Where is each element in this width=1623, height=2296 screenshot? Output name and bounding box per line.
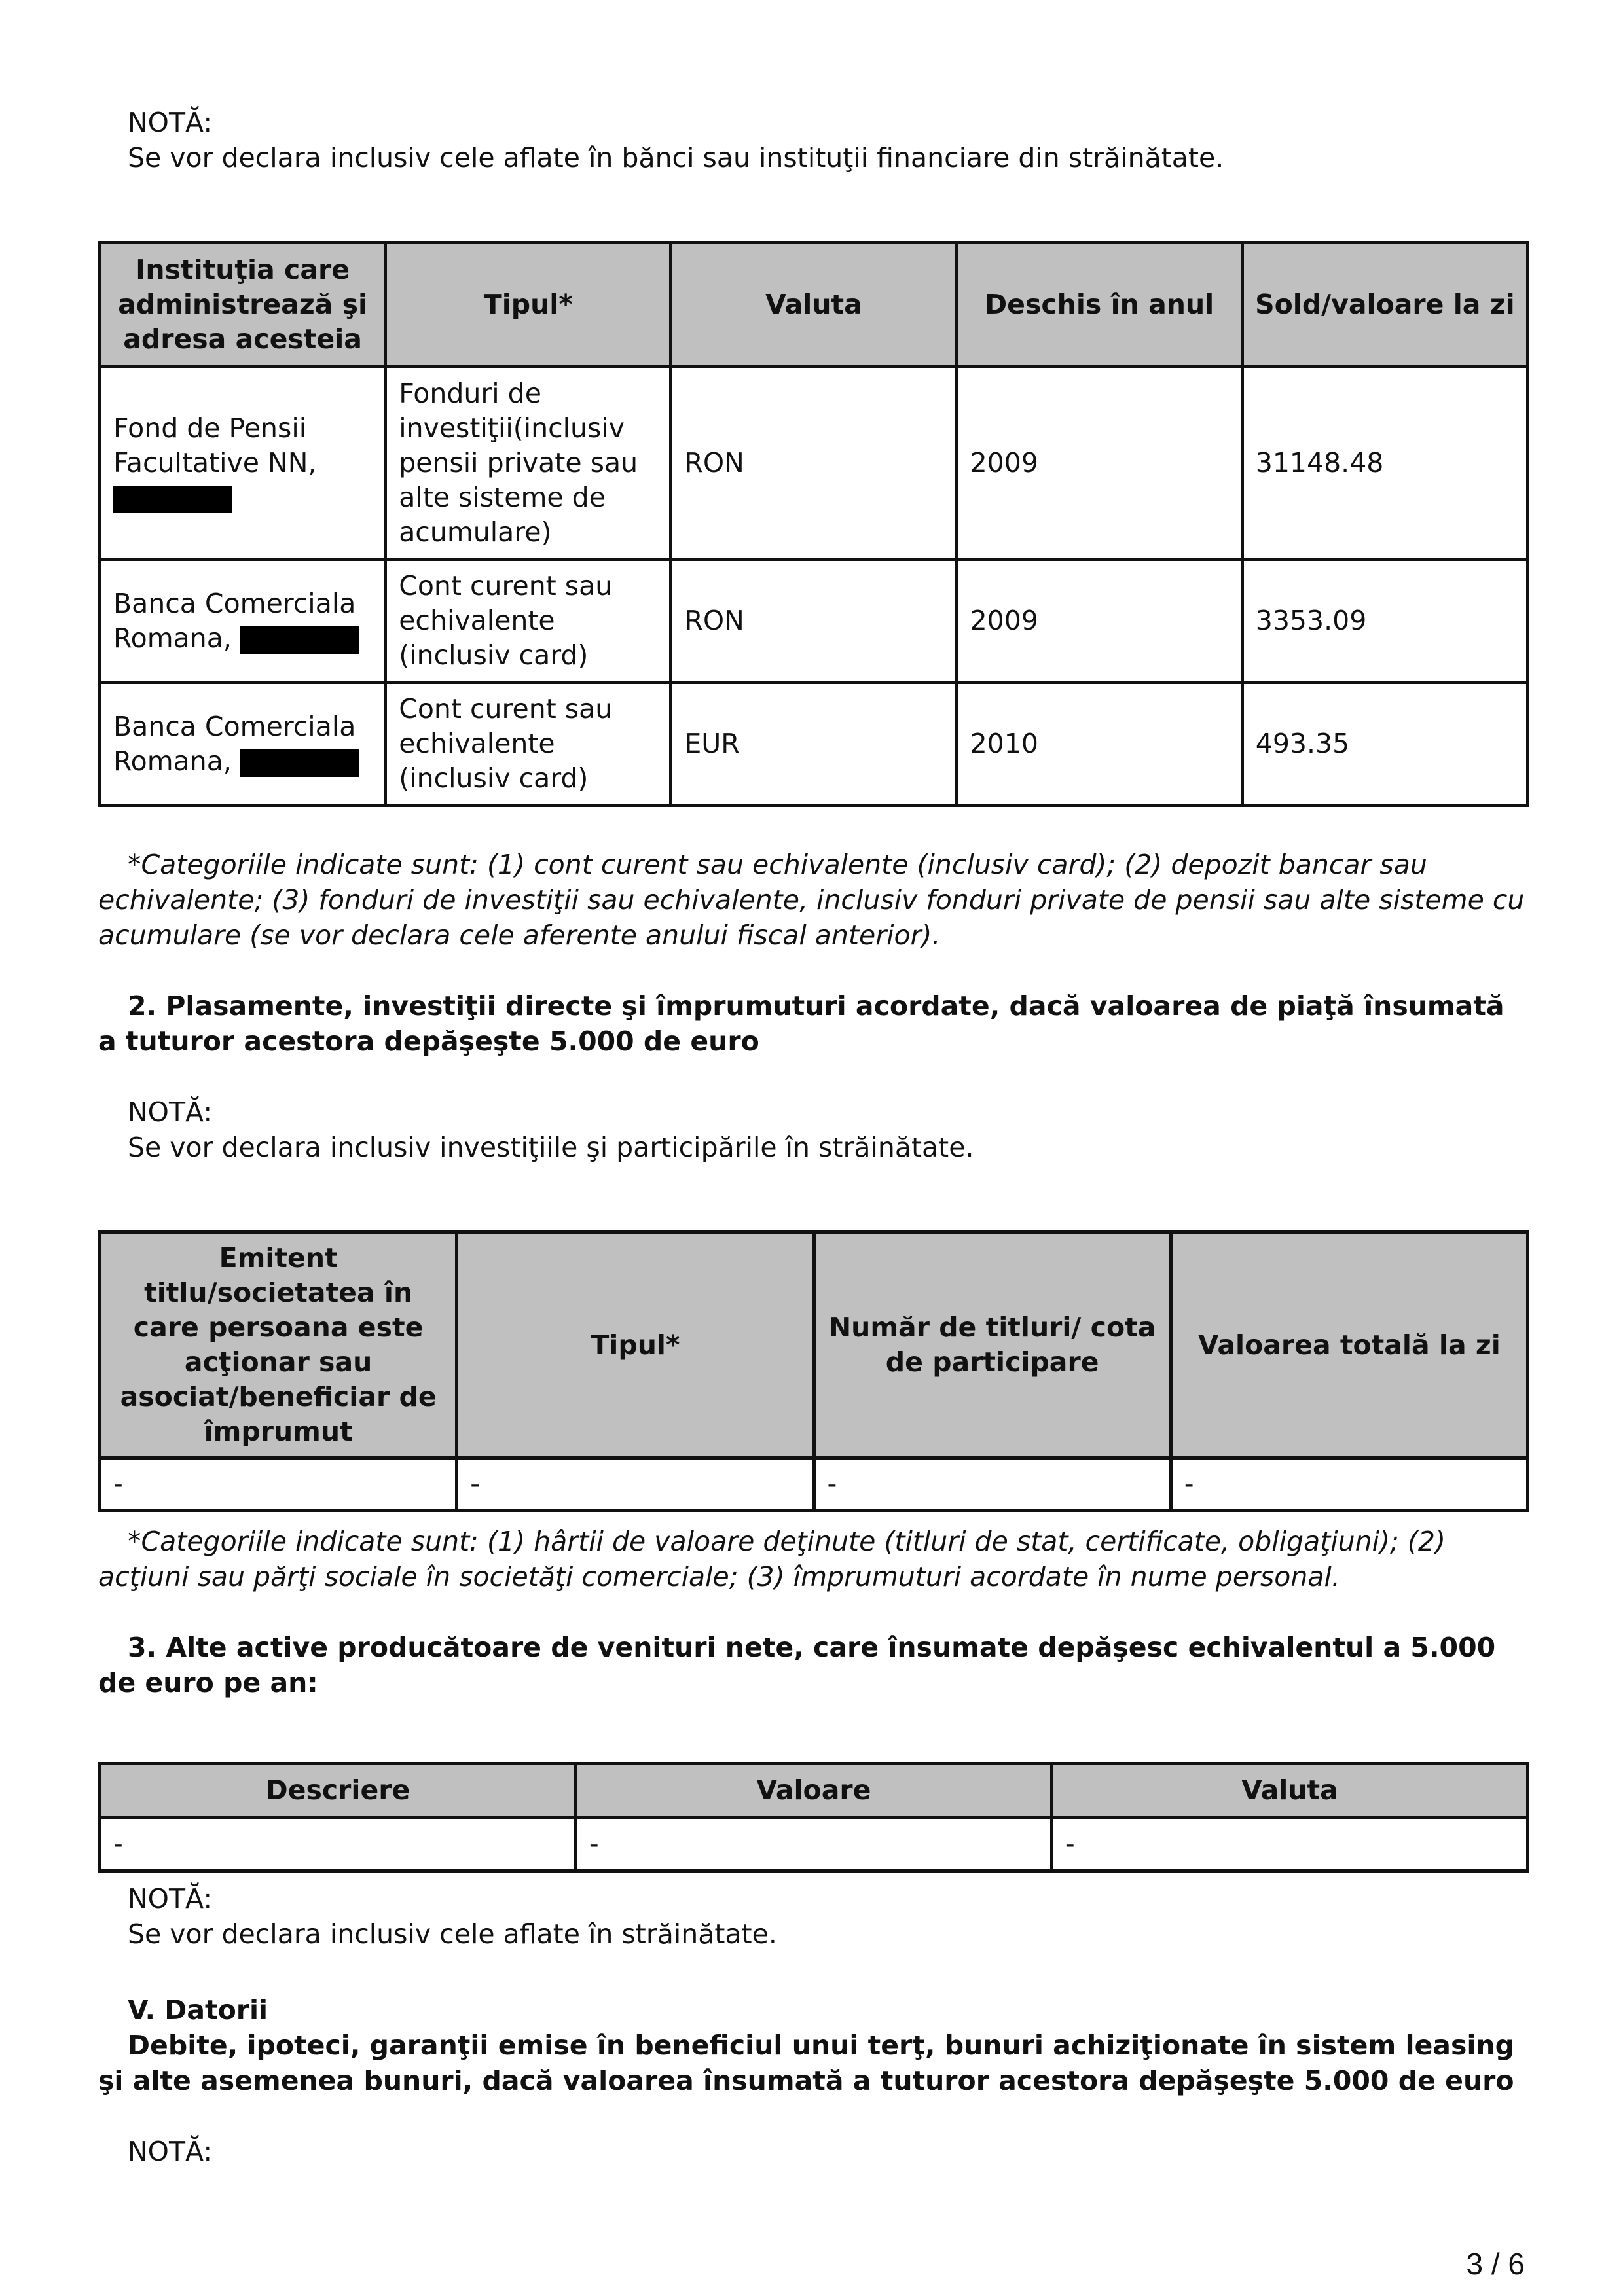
redaction-block bbox=[113, 486, 232, 513]
header-issuer: Emitent titlu/societatea în care persoana este acţionar sau asociat/beneficiar de împrumut bbox=[100, 1232, 457, 1458]
cell-type: Cont curent sau echivalente (inclusiv card) bbox=[386, 560, 671, 683]
cell-type: - bbox=[457, 1458, 814, 1511]
header-description: Descriere bbox=[100, 1764, 576, 1818]
note-text: Se vor declara inclusiv cele aflate în străinătate. bbox=[128, 1918, 777, 1950]
header-year: Deschis în anul bbox=[957, 243, 1242, 367]
header-total-value: Valoarea totală la zi bbox=[1171, 1232, 1527, 1458]
cell-value: - bbox=[575, 1818, 1051, 1871]
note-text: Se vor declara inclusiv investiţiile şi participările în străinătate. bbox=[128, 1132, 974, 1163]
section-2-heading: 2. Plasamente, investiţii directe şi împrumuturi acordate, dacă valoarea de piaţă însumată a tuturor acestora depăşeşte 5.000 de euro bbox=[98, 990, 1504, 1057]
header-type: Tipul* bbox=[457, 1232, 814, 1458]
note-label: NOTĂ: bbox=[128, 1096, 213, 1128]
table-header-row bbox=[100, 1232, 1528, 1458]
cell-currency: RON bbox=[671, 367, 957, 560]
cell-institution: Banca Comerciala Romana, bbox=[100, 560, 386, 683]
note-label: NOTĂ: bbox=[128, 2136, 213, 2167]
cell-balance: 3353.09 bbox=[1242, 560, 1527, 683]
header-balance: Sold/valoare la zi bbox=[1242, 243, 1527, 367]
cell-issuer: - bbox=[100, 1458, 457, 1511]
page-number: 3 / 6 bbox=[1466, 2247, 1525, 2281]
redaction-block bbox=[240, 626, 359, 654]
redaction-block bbox=[240, 749, 359, 777]
note-text: Se vor declara inclusiv cele aflate în bănci sau instituţii financiare din străinătate. bbox=[128, 142, 1224, 173]
header-institution: Instituţia care administrează şi adresa acesteia bbox=[100, 243, 386, 367]
note-block-2 bbox=[98, 1094, 1558, 1165]
footnote-categories-1: *Categoriile indicate sunt: (1) cont curent sau echivalente (inclusiv card); (2) depozit bancar sau echivalente; (3) fonduri de investiţii sau echivalente, inclusiv fonduri private de pensii sau alte sisteme cu acumulare (se vor declara cele aferente anului fiscal anterior). bbox=[98, 849, 1525, 951]
header-shares: Număr de titluri/ cota de participare bbox=[814, 1232, 1171, 1458]
investments-table bbox=[98, 1230, 1529, 1512]
header-type: Tipul* bbox=[386, 243, 671, 367]
cell-shares: - bbox=[814, 1458, 1171, 1511]
cell-year: 2009 bbox=[957, 560, 1242, 683]
footnote-categories-2: *Categoriile indicate sunt: (1) hârtii de valoare deţinute (titluri de stat, certificate, obligaţiuni); (2) acţiuni sau părţi sociale în societăţi comerciale; (3) împrumuturi acordate în nume personal. bbox=[98, 1526, 1446, 1592]
header-currency: Valuta bbox=[671, 243, 957, 367]
cell-year: 2010 bbox=[957, 683, 1242, 806]
cell-balance: 493.35 bbox=[1242, 683, 1527, 806]
cell-institution: Banca Comerciala Romana, bbox=[100, 683, 386, 806]
cell-currency: RON bbox=[671, 560, 957, 683]
cell-total-value: - bbox=[1171, 1458, 1527, 1511]
table-row bbox=[100, 367, 1528, 560]
cell-year: 2009 bbox=[957, 367, 1242, 560]
cell-type: Fonduri de investiţii(inclusiv pensii private sau alte sisteme de acumulare) bbox=[386, 367, 671, 560]
cell-currency: - bbox=[1051, 1818, 1527, 1871]
note-block-1 bbox=[98, 105, 1558, 175]
section-5-title: V. Datorii bbox=[128, 1994, 268, 2026]
table-header-row bbox=[100, 1764, 1528, 1818]
note-label: NOTĂ: bbox=[128, 107, 213, 138]
table-row bbox=[100, 1818, 1528, 1871]
table-header-row bbox=[100, 243, 1528, 367]
cell-type: Cont curent sau echivalente (inclusiv card) bbox=[386, 683, 671, 806]
cell-institution: Fond de Pensii Facultative NN, bbox=[100, 367, 386, 560]
header-value: Valoare bbox=[575, 1764, 1051, 1818]
cell-balance: 31148.48 bbox=[1242, 367, 1527, 560]
cell-description: - bbox=[100, 1818, 576, 1871]
table-row bbox=[100, 683, 1528, 806]
note-label: NOTĂ: bbox=[128, 1883, 213, 1914]
section-5-heading: Debite, ipoteci, garanţii emise în beneficiul unui terţ, bunuri achiziţionate în sistem leasing şi alte asemenea bunuri, dacă valoarea însumată a tuturor acestora depăşeşte 5.000 de euro bbox=[98, 2030, 1514, 2096]
header-currency: Valuta bbox=[1051, 1764, 1527, 1818]
table-row bbox=[100, 560, 1528, 683]
accounts-table bbox=[98, 241, 1529, 807]
other-assets-table bbox=[98, 1762, 1529, 1873]
table-row bbox=[100, 1458, 1528, 1511]
cell-currency: EUR bbox=[671, 683, 957, 806]
note-block-3 bbox=[98, 1881, 1558, 1952]
section-3-heading: 3. Alte active producătoare de venituri nete, care însumate depăşesc echivalentul a 5.000 de euro pe an: bbox=[98, 1632, 1496, 1698]
